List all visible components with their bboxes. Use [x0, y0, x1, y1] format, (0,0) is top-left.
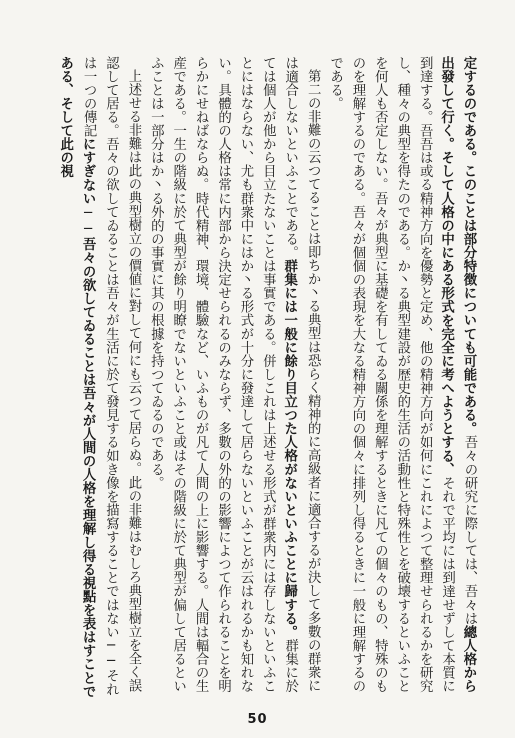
body-text: 群集に於ては個人が他から目立たないことは事實である。併しこれは上述せる形式が群衆内には存しないといふことにはならない、尤も群衆中にはか丶る形式が十分に發達して居らないといふことが云はれるかも知れない。具體的の人格は常に内部から決定せられるのみならず、多數の外的の影響によつて作られることを明らかにせねばならぬ。時代精神、環境、體驗など、いふものが凡て人間の上に影響する。人間は輻合の生産である。一生の階級に於て典型が餘り明瞭でないといふこと或はその階級に於て典型が偏して居るといふことは一部分はか丶る外的の事實に其の根據を持つてゐるのである。: [148, 56, 298, 693]
body-text: 吾々の研究に際しては、吾々は: [462, 435, 477, 626]
body-text: それで平均には到達せずして本質に到達する。吾吾は或る精神方向を優勢と定め、他の精神方向が如何にこれによつて整理せられるかを研究し、種々の典型を得たのである。か丶る典型建設が歴史的生活の活動性と特殊性とを破壊するといふことを何人も否定しない。吾々が典型に基礎を有してゐる關係を理解するときに凡ての個々のもの、特殊のものを理解するのである。吾々が個個の表現を大なる精神方向の個々に排列し得るときに一般に理解するのである。: [327, 56, 455, 693]
emphasized-text: 總人格から出發して行く。: [438, 56, 477, 693]
emphasized-text: にすぎない──吾々の欲してゐることは吾々が人間の人格を理解し得る視點を表はすことである、そして此の視: [57, 56, 97, 699]
paragraph: [323, 56, 480, 706]
emphasized-text: 群集には一般に餘り目立つた人格がないといふことに歸する。: [281, 259, 298, 639]
emphasized-text: 定するのである。このことは部分特徴についても可能である。: [461, 56, 477, 436]
vertical-text-body: [40, 56, 480, 706]
page-number: 50: [247, 712, 268, 727]
paragraph: [144, 56, 323, 706]
paragraph: [54, 56, 144, 706]
body-text: 上述せる非難は此の典型樹立の價値に對して何にも云つて居らぬ。此の非難はむしろ典型樹立を全く誤認して居る。吾々の欲してゐることは吾々が生活に於て發見する如き像を描寫することではない──それは一つの傳記: [81, 56, 141, 697]
body-text: 第二の非難の云つてることは即ちか丶る典型は恐らく精神的に高級者に適合するが決して多數の群衆には適合しないといふことである。: [282, 56, 321, 693]
emphasized-text: そして人格の中にある形式を完全に考へようとする、: [438, 150, 455, 477]
